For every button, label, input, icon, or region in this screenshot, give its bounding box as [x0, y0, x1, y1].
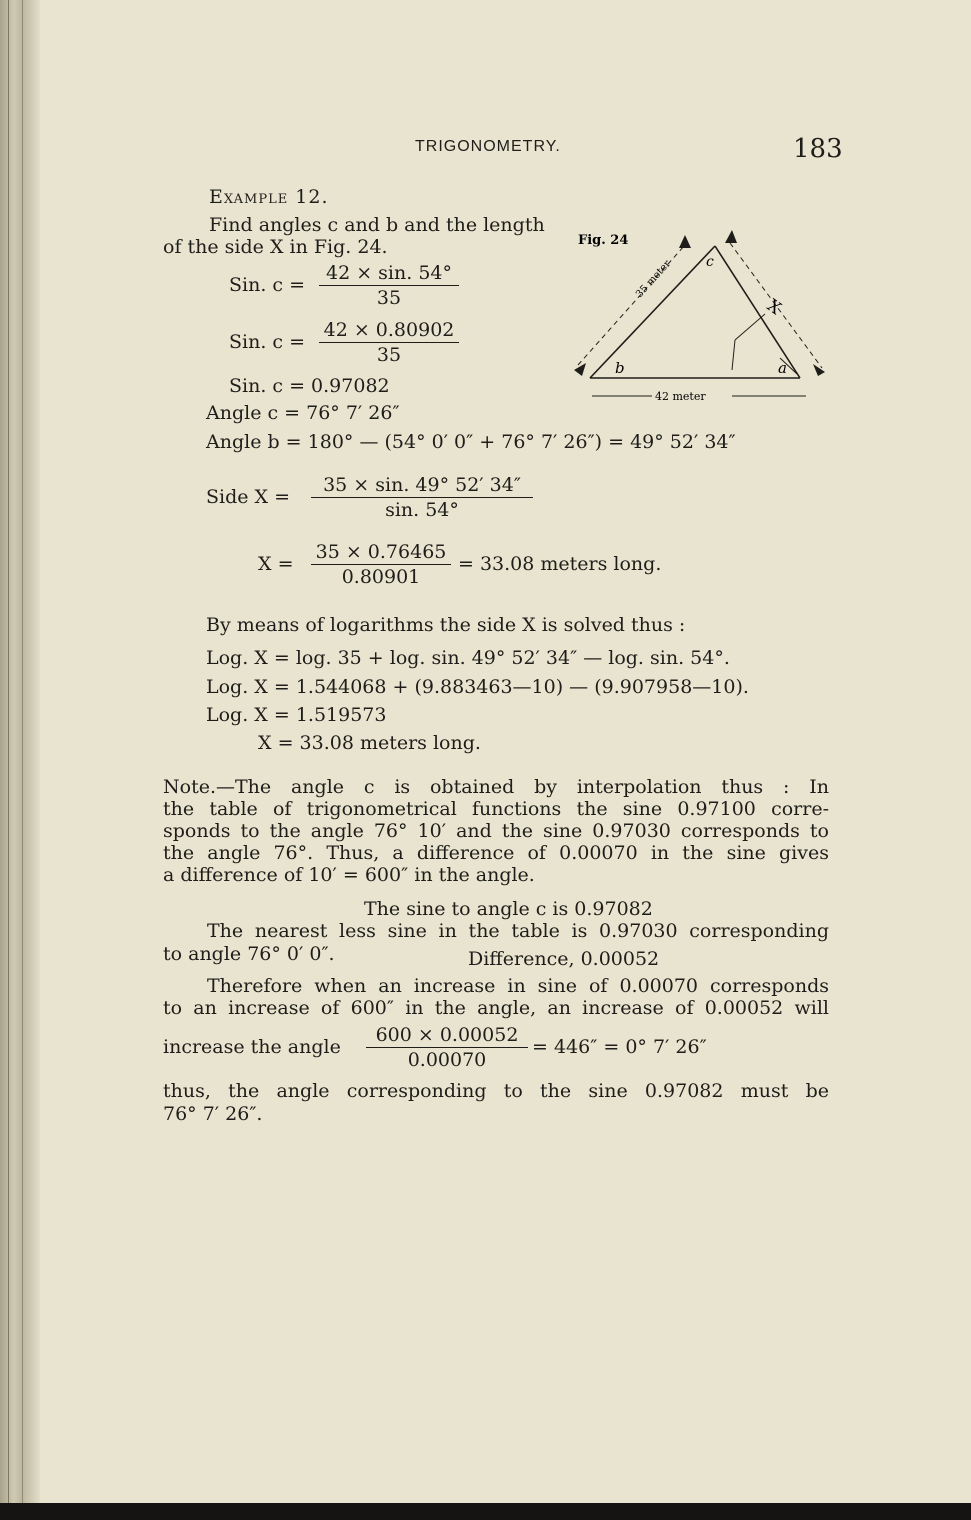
example-heading: Example 12. [209, 186, 329, 208]
base-label-42-meter: 42 meter [655, 390, 706, 403]
side-x-label: Side X = [206, 486, 291, 508]
angle-label-a: a [778, 359, 787, 377]
log-line-2: Log. X = 1.544068 + (9.883463—10) — (9.907958—10). [206, 676, 749, 698]
page-number: 183 [793, 134, 843, 164]
increase-fraction [366, 1024, 528, 1071]
denominator: 35 [376, 287, 402, 309]
sin-c-label-1: Sin. c = [229, 274, 306, 296]
x-value-fraction [311, 541, 451, 588]
figure-caption: Fig. 24 [578, 233, 629, 248]
spine-crease [22, 0, 23, 1520]
denominator: 0.00070 [407, 1049, 487, 1071]
denominator: 0.80901 [341, 566, 421, 588]
note-line-3: sponds to the angle 76° 10′ and the sine 0.97030 corresponds to [163, 820, 829, 842]
x-value-result: = 33.08 meters long. [458, 553, 662, 575]
note-line-4: the angle 76°. Thus, a difference of 0.00070 in the sine gives [163, 842, 829, 864]
angle-label-c: c [706, 254, 714, 270]
page-bottom-edge [0, 1503, 971, 1520]
note-line-5: a difference of 10′ = 600″ in the angle. [163, 864, 535, 886]
x-value-label: X = [258, 553, 294, 575]
nearest-less-sine: The nearest less sine in the table is 0.97030 corresponding [207, 920, 829, 942]
numerator: 35 × 0.76465 [311, 541, 451, 565]
denominator: sin. 54° [385, 499, 459, 521]
sin-c-result: Sin. c = 0.97082 [229, 375, 390, 397]
intro-line-2: of the side X in Fig. 24. [163, 236, 388, 258]
thus-line-2: 76° 7′ 26″. [163, 1103, 263, 1125]
to-angle-76: to angle 76° 0′ 0″. [163, 943, 335, 965]
side-label-x: X [763, 295, 785, 320]
numerator: 600 × 0.00052 [366, 1024, 528, 1048]
log-line-1: Log. X = log. 35 + log. sin. 49° 52′ 34″ — log. sin. 54°. [206, 647, 730, 669]
numerator: 35 × sin. 49° 52′ 34″ [311, 474, 533, 498]
angle-label-b: b [615, 359, 625, 377]
book-spine-shadow [0, 0, 40, 1520]
therefore-line-1: Therefore when an increase in sine of 0.00070 corresponds [207, 975, 829, 997]
running-title: TRIGONOMETRY. [415, 138, 561, 155]
side-label-35-meter: 35 meter [634, 258, 674, 301]
intro-line-1: Find angles c and b and the length [209, 214, 545, 236]
angle-b-result: Angle b = 180° — (54° 0′ 0″ + 76° 7′ 26″) = 49° 52′ 34″ [206, 431, 736, 453]
logs-intro: By means of logarithms the side X is solved thus : [206, 614, 686, 636]
denominator: 35 [376, 344, 402, 366]
numerator: 42 × 0.80902 [319, 319, 459, 343]
numerator: 42 × sin. 54° [319, 262, 459, 286]
note-line-2: the table of trigonometrical functions the sine 0.97100 corre- [163, 798, 829, 820]
thus-line-1: thus, the angle corresponding to the sine 0.97082 must be [163, 1080, 829, 1102]
sin-c-fraction-1 [319, 262, 459, 309]
increase-angle-label: increase the angle [163, 1036, 341, 1058]
sin-c-fraction-2 [319, 319, 459, 366]
note-line-1: Note.—The angle c is obtained by interpolation thus : In [163, 776, 829, 798]
spine-crease [8, 0, 9, 1520]
difference-line: Difference, 0.00052 [468, 948, 660, 970]
log-line-3: Log. X = 1.519573 [206, 704, 387, 726]
increase-result: = 446″ = 0° 7′ 26″ [532, 1036, 707, 1058]
log-line-4: X = 33.08 meters long. [258, 732, 481, 754]
therefore-line-2: to an increase of 600″ in the angle, an increase of 0.00052 will [163, 997, 829, 1019]
sine-to-angle-c: The sine to angle c is 0.97082 [364, 898, 653, 920]
side-x-fraction [311, 474, 533, 521]
sin-c-label-2: Sin. c = [229, 331, 306, 353]
angle-c-result: Angle c = 76° 7′ 26″ [206, 402, 400, 424]
figure-24-triangle [560, 218, 840, 408]
